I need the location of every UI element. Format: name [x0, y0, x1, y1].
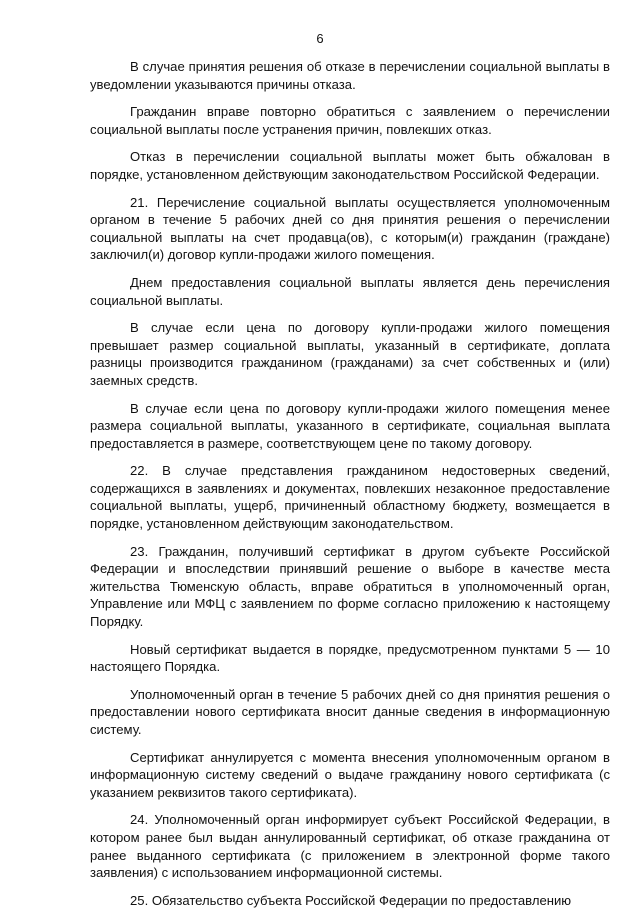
- paragraph: Новый сертификат выдается в порядке, предусмотренном пунктами 5 — 10 настоящего Порядка.: [90, 641, 610, 675]
- paragraph: Сертификат аннулируется с момента внесения уполномоченным органом в информационную систему сведений о выдаче гражданину нового сертификата (с указанием реквизитов такого сертификата).: [90, 749, 610, 800]
- paragraph: Уполномоченный орган в течение 5 рабочих дней со дня принятия решения о предоставлении нового сертификата вносит данные сведения в информационную систему.: [90, 686, 610, 737]
- paragraph: Отказ в перечислении социальной выплаты может быть обжалован в порядке, установленном действующим законодательством Российской Федерации.: [90, 149, 610, 182]
- paragraph: 23. Гражданин, получивший сертификат в другом субъекте Российской Федерации и впоследствии принявший решение о выборе в качестве места жительства Тюменскую область, вправе обратиться в уполномоченный орган, Управление или МФЦ с заявлением по форме согласно приложению к настоящему Порядку.: [90, 543, 610, 630]
- page-number: 6: [316, 31, 324, 46]
- paragraph: Гражданин вправе повторно обратиться с заявлением о перечислении социальной выплаты после устранения причин, повлекших отказ.: [90, 104, 610, 137]
- paragraph: 21. Перечисление социальной выплаты осуществляется уполномоченным органом в течение 5 рабочих дней со дня принятия решения о перечислении социальной выплаты на счет продавца(ов), с которым(и) гражданин (граждане) заключил(и) договор купли-продажи жилого помещения.: [90, 194, 610, 263]
- paragraph: Днем предоставления социальной выплаты является день перечисления социальной выплаты.: [90, 274, 610, 308]
- paragraph: 24. Уполномоченный орган информирует субъект Российской Федерации, в котором ранее был выдан аннулированный сертификат, об отказе гражданина от ранее выданного сертификата (с приложением в электронной форме такого заявления) с использованием информационной системы.: [90, 812, 610, 881]
- paragraph: В случае если цена по договору купли-продажи жилого помещения превышает размер социальной выплаты, указанный в сертификате, доплата разницы производится гражданином (гражданами) за счет собственных и (или) заемных средств.: [90, 320, 610, 388]
- paragraph: В случае если цена по договору купли-продажи жилого помещения менее размера социальной выплаты, указанного в сертификате, социальная выплата предоставляется в размере, соответствующем цене по такому договору.: [90, 400, 610, 451]
- paragraph: 22. В случае представления гражданином недостоверных сведений, содержащихся в заявлениях и документах, повлекших незаконное предоставление социальной выплаты, ущерб, причиненный областному бюджету, возмещается в порядке, установленном действующим законодательством.: [90, 463, 610, 532]
- paragraph: 25. Обязательство субъекта Российской Федерации по предоставлению: [130, 892, 572, 908]
- paragraph: В случае принятия решения об отказе в перечислении социальной выплаты в уведомлении указываются причины отказа.: [90, 59, 610, 92]
- document-body: [90, 58, 610, 919]
